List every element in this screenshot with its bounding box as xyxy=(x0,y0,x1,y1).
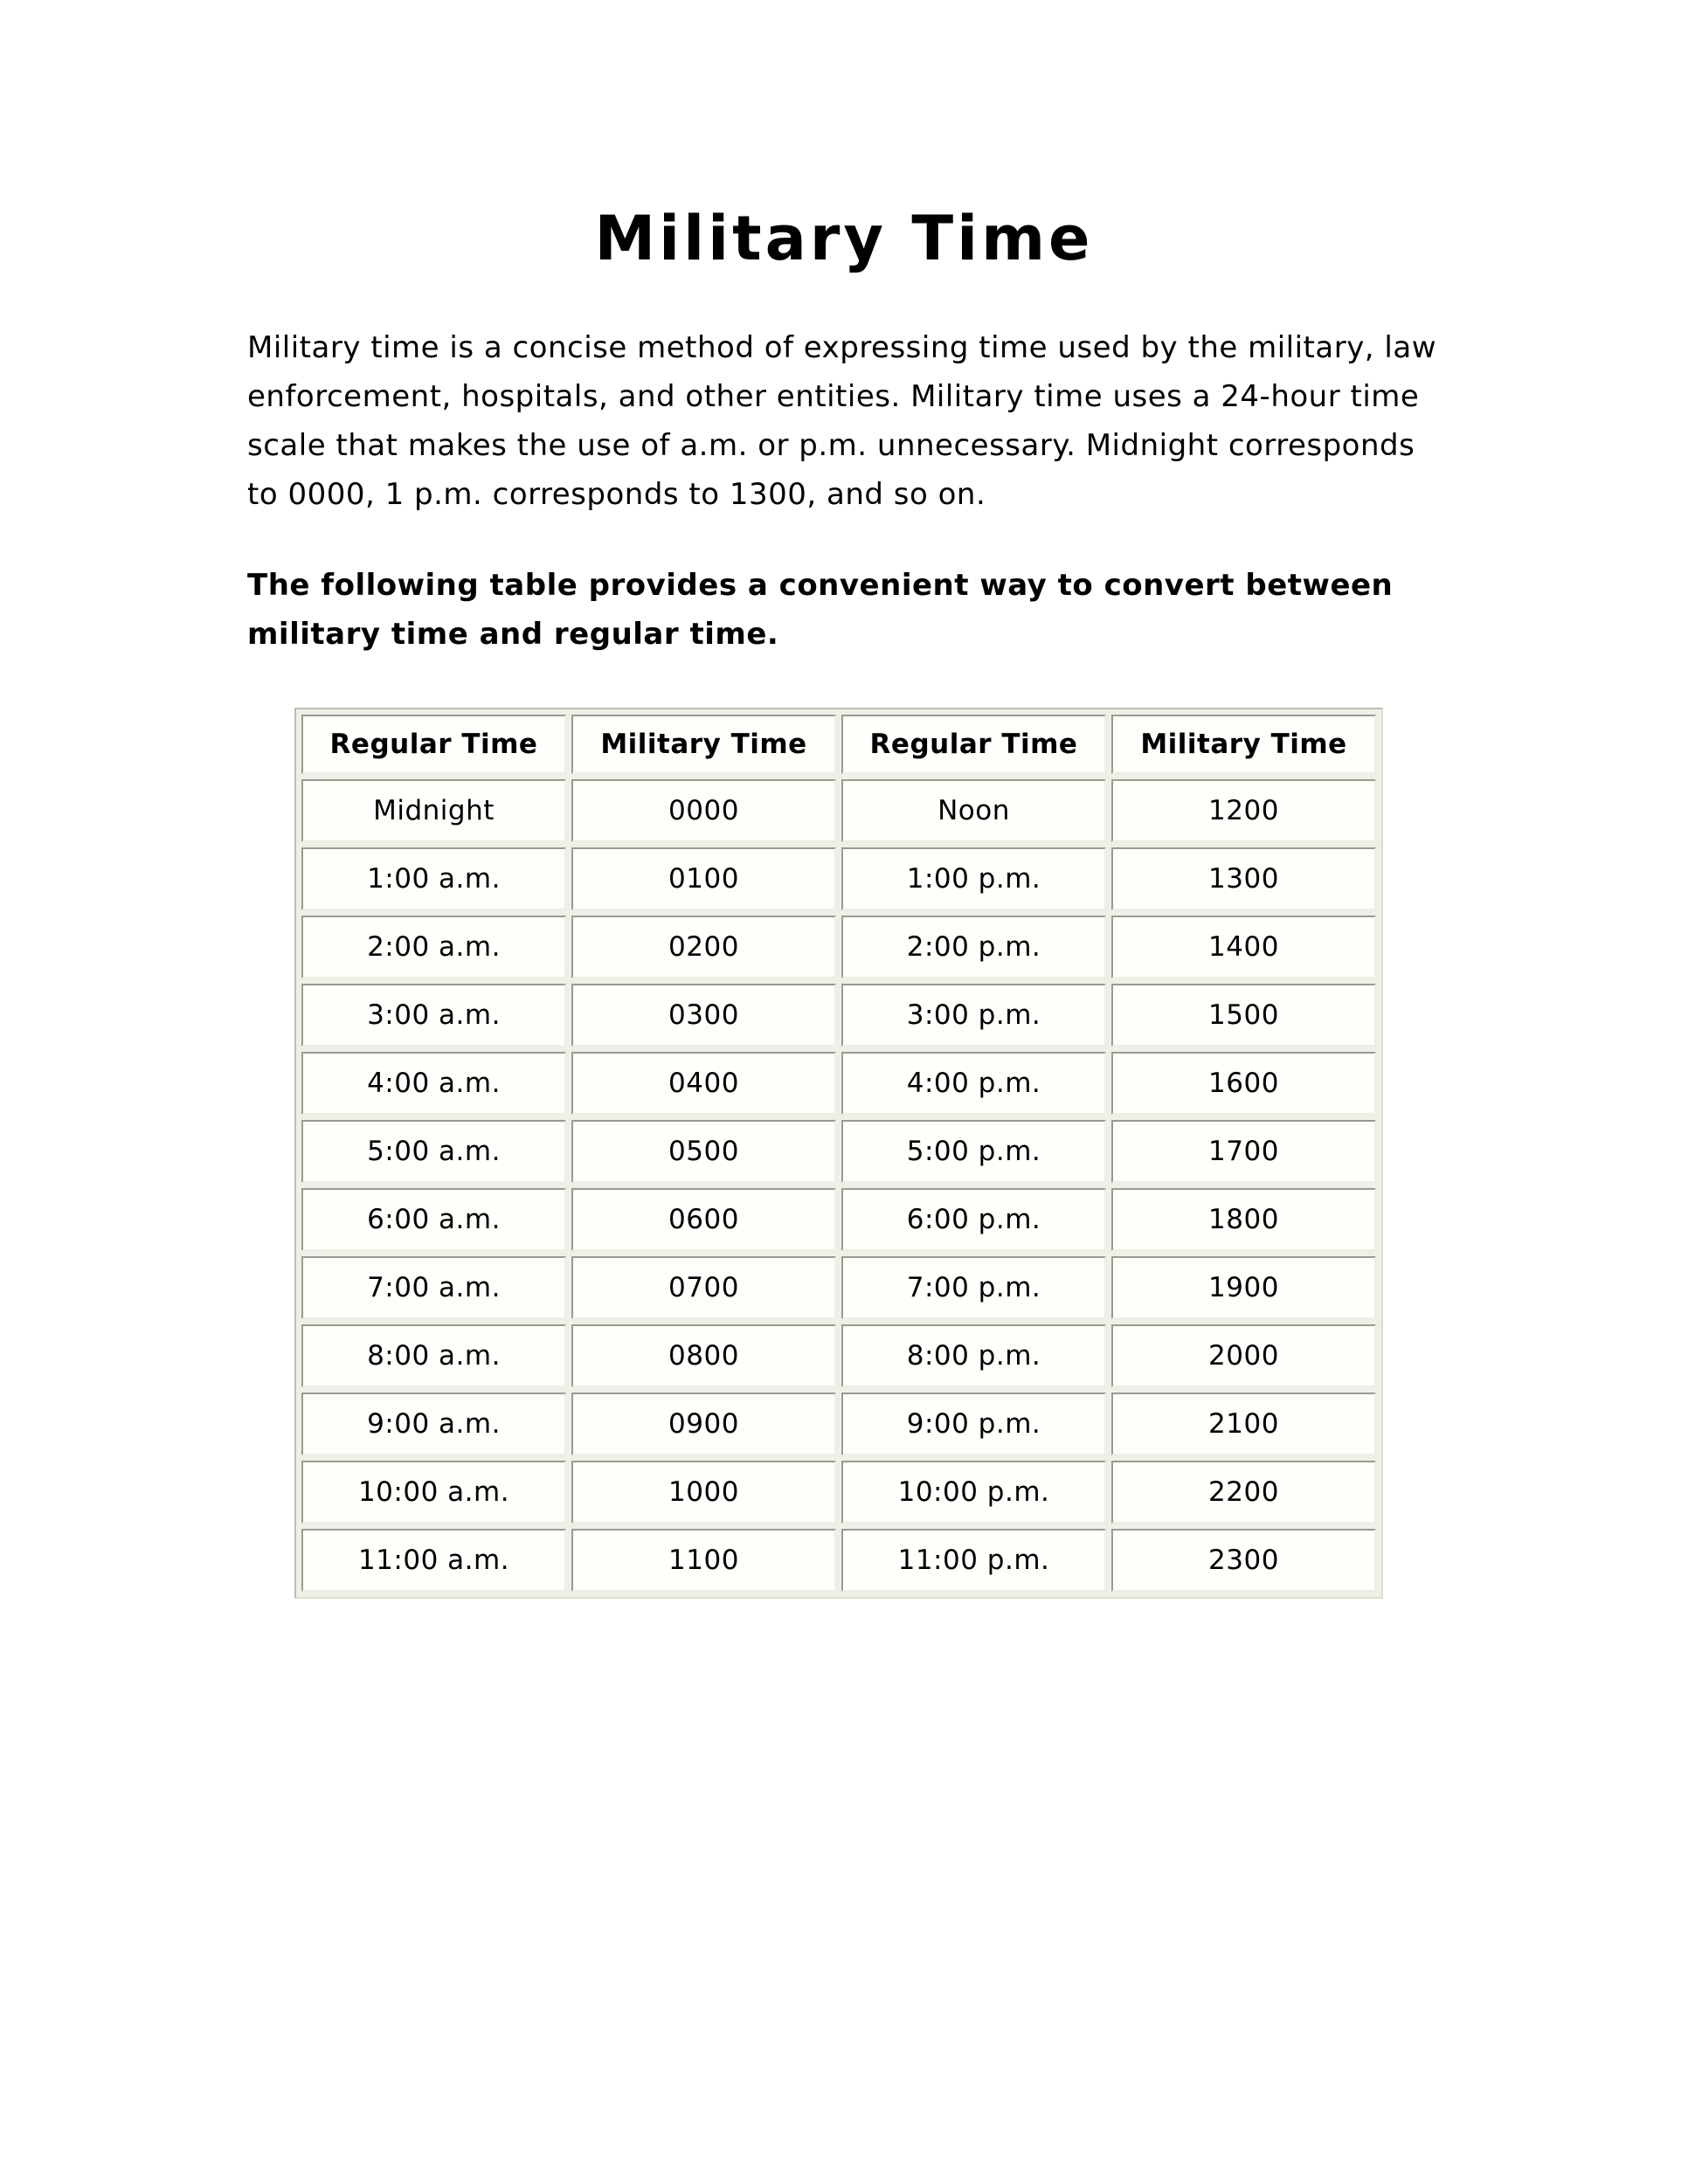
table-cell: 1700 xyxy=(1111,1120,1376,1183)
column-header-military-time-1: Military Time xyxy=(571,715,836,774)
table-cell: Noon xyxy=(841,779,1106,842)
table-cell: 1400 xyxy=(1111,916,1376,978)
table-cell: 1:00 a.m. xyxy=(301,847,566,910)
table-cell: 1000 xyxy=(571,1461,836,1524)
table-cell: Midnight xyxy=(301,779,566,842)
table-head xyxy=(301,715,1376,774)
table-row xyxy=(301,1120,1376,1183)
table-cell: 8:00 p.m. xyxy=(841,1324,1106,1387)
table-cell: 2100 xyxy=(1111,1393,1376,1455)
table-cell: 0300 xyxy=(571,984,836,1047)
table-row xyxy=(301,779,1376,842)
conversion-table xyxy=(294,708,1383,1599)
table-body xyxy=(301,779,1376,1592)
table-cell: 10:00 p.m. xyxy=(841,1461,1106,1524)
table-row xyxy=(301,984,1376,1047)
table-cell: 1300 xyxy=(1111,847,1376,910)
table-cell: 11:00 a.m. xyxy=(301,1529,566,1592)
column-header-regular-time-1: Regular Time xyxy=(301,715,566,774)
table-cell: 2000 xyxy=(1111,1324,1376,1387)
table-cell: 9:00 a.m. xyxy=(301,1393,566,1455)
table-cell: 9:00 p.m. xyxy=(841,1393,1106,1455)
table-cell: 0700 xyxy=(571,1256,836,1319)
table-cell: 0000 xyxy=(571,779,836,842)
table-cell: 0500 xyxy=(571,1120,836,1183)
table-cell: 0600 xyxy=(571,1188,836,1251)
column-header-military-time-2: Military Time xyxy=(1111,715,1376,774)
table-cell: 6:00 a.m. xyxy=(301,1188,566,1251)
table-cell: 2:00 p.m. xyxy=(841,916,1106,978)
table-cell: 2:00 a.m. xyxy=(301,916,566,978)
table-row xyxy=(301,1052,1376,1115)
table-cell: 7:00 a.m. xyxy=(301,1256,566,1319)
column-header-regular-time-2: Regular Time xyxy=(841,715,1106,774)
table-row xyxy=(301,1393,1376,1455)
table-cell: 1:00 p.m. xyxy=(841,847,1106,910)
page-title: Military Time xyxy=(594,203,1094,274)
table-cell: 10:00 a.m. xyxy=(301,1461,566,1524)
table-cell: 1600 xyxy=(1111,1052,1376,1115)
table-cell: 0100 xyxy=(571,847,836,910)
table-cell: 1900 xyxy=(1111,1256,1376,1319)
table-row xyxy=(301,847,1376,910)
table-cell: 1500 xyxy=(1111,984,1376,1047)
table-row xyxy=(301,1461,1376,1524)
table-cell: 6:00 p.m. xyxy=(841,1188,1106,1251)
table-cell: 5:00 p.m. xyxy=(841,1120,1106,1183)
table-row xyxy=(301,1324,1376,1387)
table-cell: 11:00 p.m. xyxy=(841,1529,1106,1592)
table-cell: 3:00 a.m. xyxy=(301,984,566,1047)
table-row xyxy=(301,1256,1376,1319)
table-cell: 1100 xyxy=(571,1529,836,1592)
table-intro-paragraph: The following table provides a convenient way to convert between military time and regular time. xyxy=(247,568,1394,652)
table-cell: 0400 xyxy=(571,1052,836,1115)
table-cell: 2300 xyxy=(1111,1529,1376,1592)
conversion-table-container xyxy=(294,708,1383,1599)
table-cell: 2200 xyxy=(1111,1461,1376,1524)
table-cell: 1800 xyxy=(1111,1188,1376,1251)
intro-paragraph: Military time is a concise method of expressing time used by the military, law enforcement, hospitals, and other entities. Military time uses a 24-hour time scale that makes the use of a.m. or p.m. unnecessary. Midnight corresponds to 0000, 1 p.m. corresponds to 1300, and so on. xyxy=(247,330,1437,512)
table-cell: 4:00 p.m. xyxy=(841,1052,1106,1115)
table-row xyxy=(301,1529,1376,1592)
table-cell: 4:00 a.m. xyxy=(301,1052,566,1115)
table-cell: 0800 xyxy=(571,1324,836,1387)
table-cell: 0200 xyxy=(571,916,836,978)
table-cell: 8:00 a.m. xyxy=(301,1324,566,1387)
table-cell: 1200 xyxy=(1111,779,1376,842)
table-row xyxy=(301,1188,1376,1251)
table-header-row xyxy=(301,715,1376,774)
table-cell: 0900 xyxy=(571,1393,836,1455)
table-cell: 3:00 p.m. xyxy=(841,984,1106,1047)
table-cell: 5:00 a.m. xyxy=(301,1120,566,1183)
table-cell: 7:00 p.m. xyxy=(841,1256,1106,1319)
table-row xyxy=(301,916,1376,978)
